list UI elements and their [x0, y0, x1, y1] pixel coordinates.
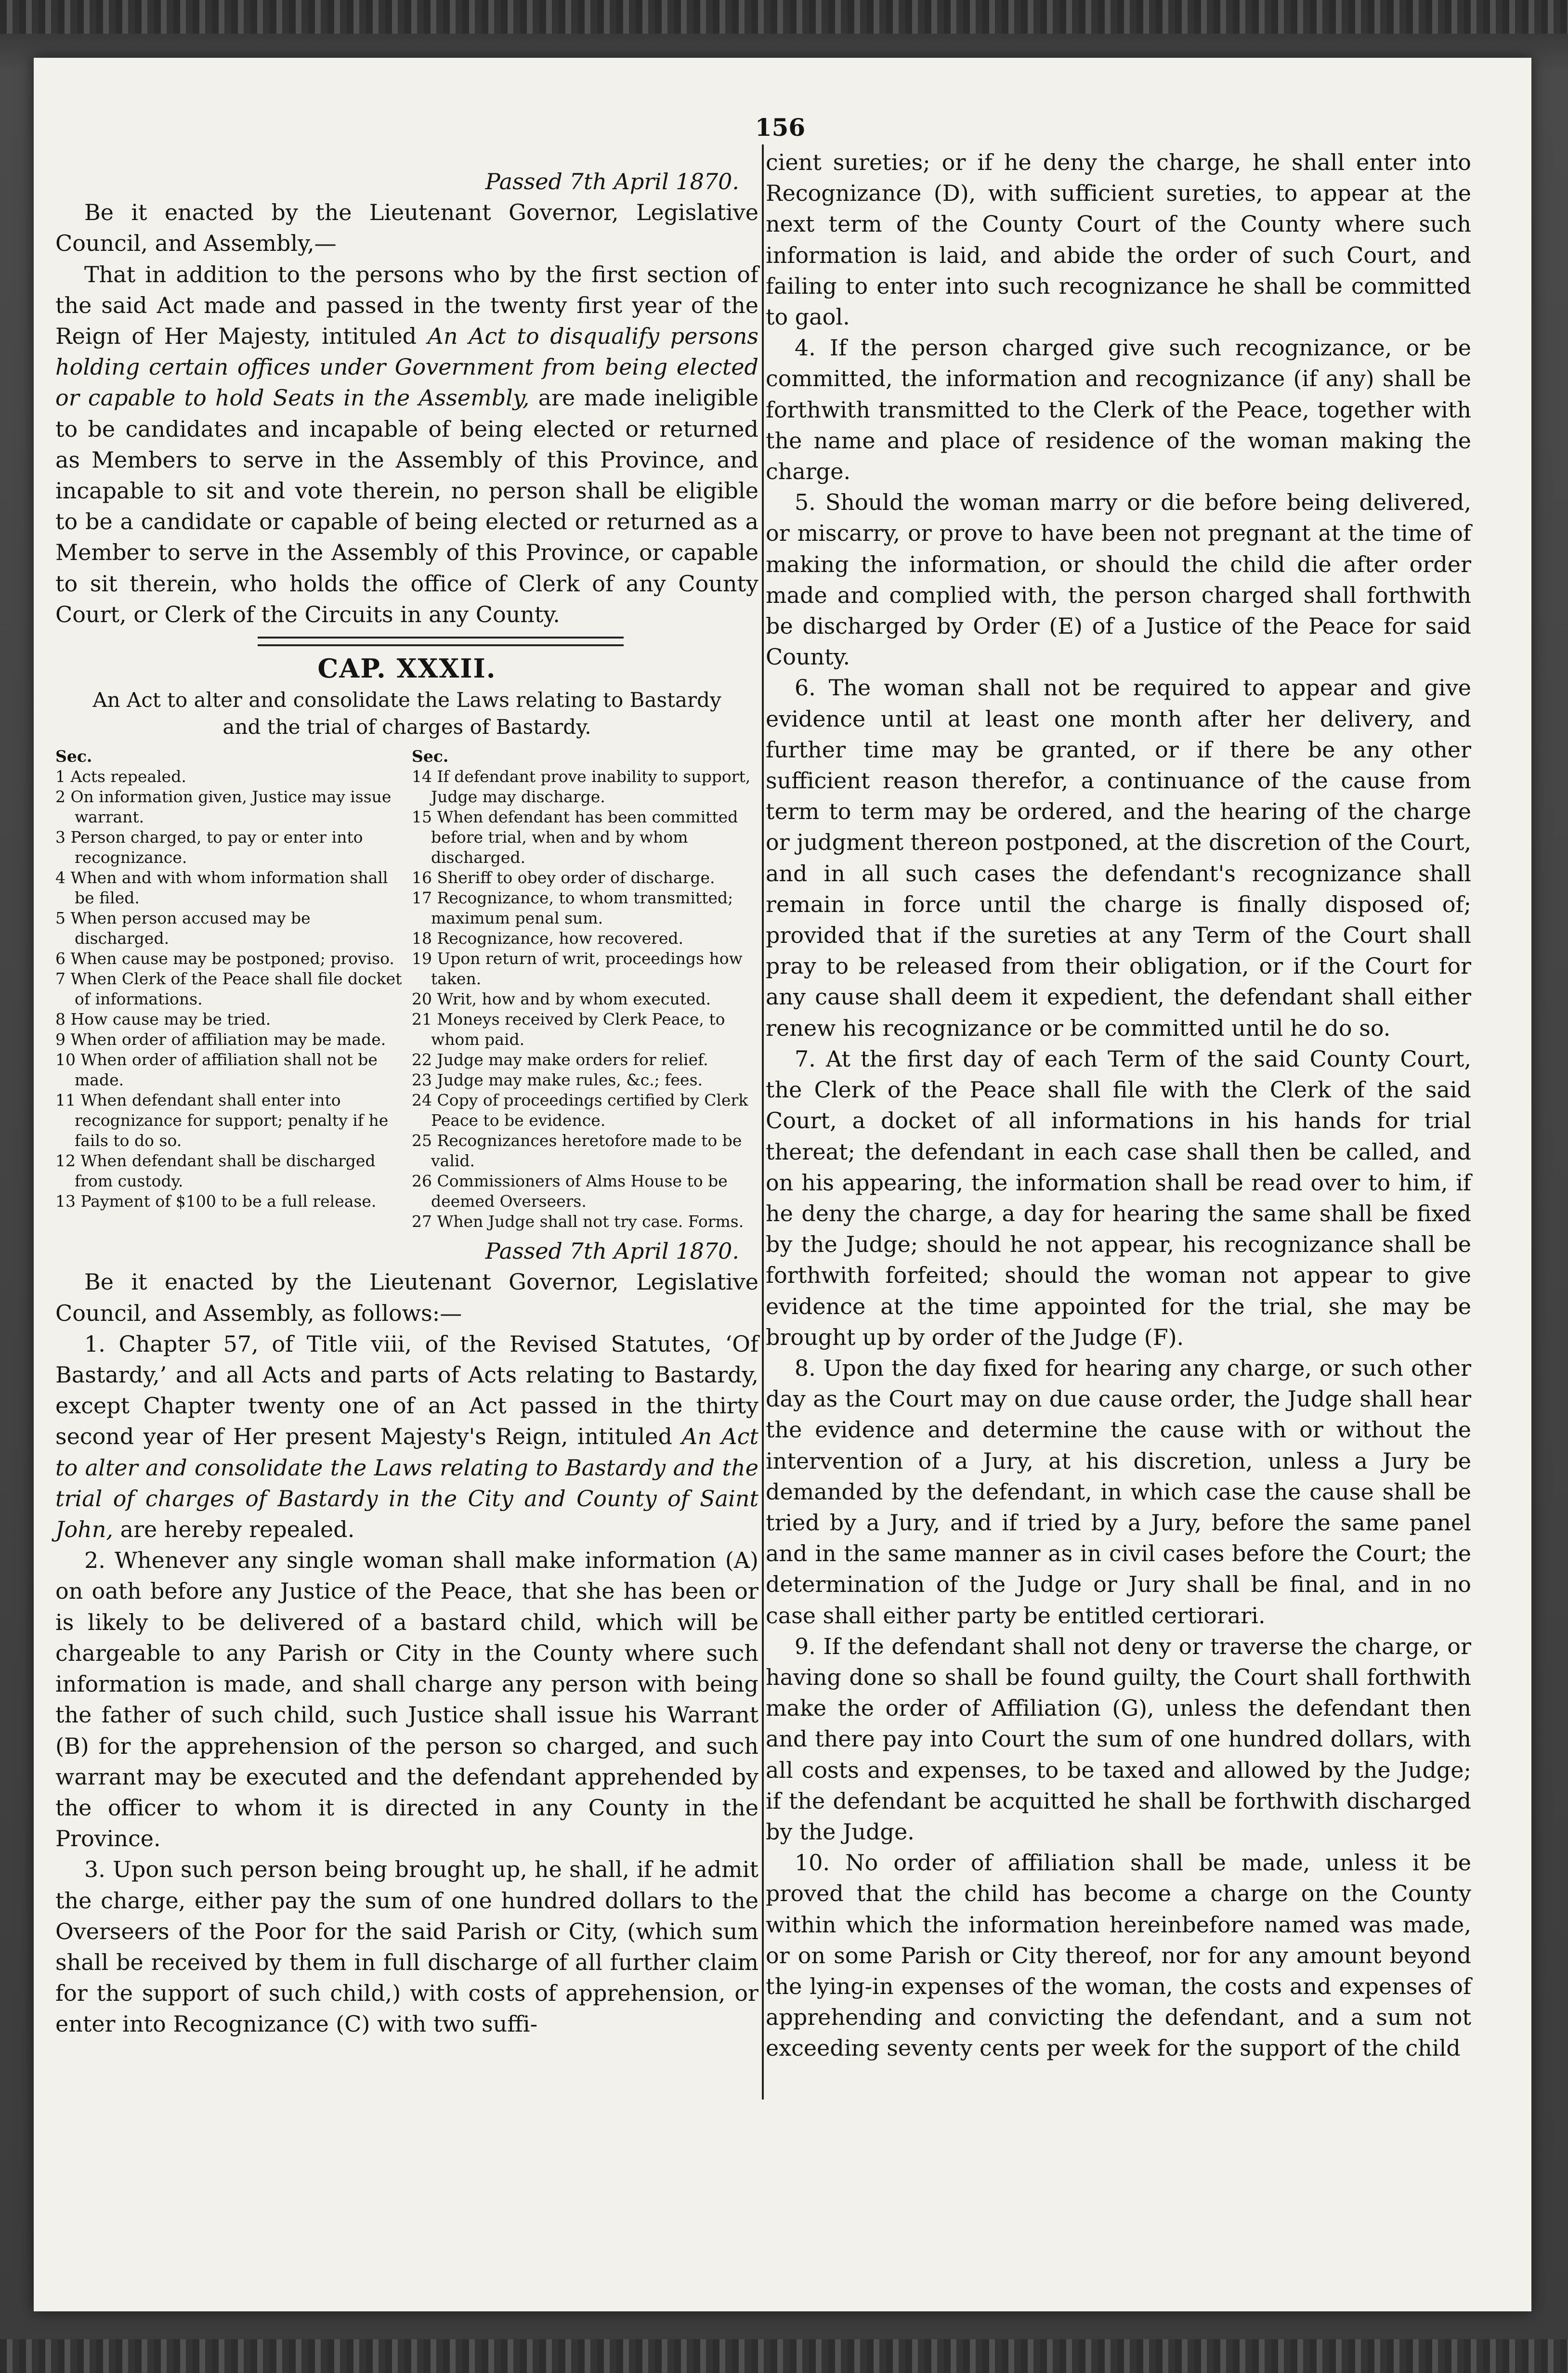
section-index-item: 18 Recognizance, how recovered.: [412, 929, 684, 948]
right-column: [766, 147, 1471, 2064]
scan-edge-top: [0, 0, 1568, 34]
section-10: 10. No order of affiliation shall be made, unless it be proved that the child has become a charge on the County within which the information hereinbefore named was made, or on some Parish or City thereof, nor for any amount beyond the lying-in expenses of the woman, the costs and expenses of apprehending and convicting the defendant, and a sum not exceeding seventy cents per week for the support of the child: [766, 1850, 1471, 2061]
section-index-item: 16 Sheriff to obey order of discharge.: [412, 868, 715, 887]
section-index-item: 27 When Judge shall not try case. Forms.: [412, 1212, 744, 1231]
section-9: 9. If the defendant shall not deny or traverse the charge, or having done so shall be found guilty, the Court shall forthwith make the order of Affiliation (G), unless the defendant then and there pay into Court the sum of one hundred dollars, with all costs and expenses, to be taxed and allowed by the Judge; if the defendant be acquitted he shall be forthwith discharged by the Judge.: [766, 1633, 1471, 1845]
section-index-item: 14 If defendant prove inability to support, Judge may discharge.: [412, 767, 751, 807]
section-3: 3. Upon such person being brought up, he shall, if he admit the charge, either pay the sum of one hundred dollars to the Overseers of the Poor for the said Parish or City, (which sum shall be received by them in full discharge of all further claim for the support of such child,) with costs of apprehension, or enter into Recognizance (C) with two suffi-: [55, 1856, 758, 2037]
section-index-item: 25 Recognizances heretofore made to be valid.: [412, 1131, 742, 1171]
scan-edge-bottom: [0, 2339, 1568, 2373]
section-index-item: 22 Judge may make orders for relief.: [412, 1050, 708, 1069]
section-index-item: 11 When defendant shall enter into recognizance for support; penalty if he fails to do so.: [55, 1091, 389, 1150]
section-index-item: 17 Recognizance, to whom transmitted; maximum penal sum.: [412, 888, 733, 928]
chapter-subtitle: An Act to alter and consolidate the Laws relating to Bastardy and the trial of charges of Bastardy.: [92, 688, 721, 739]
section-index-col-left: [55, 746, 402, 1232]
column-divider: [762, 144, 764, 2099]
section-index-item: 12 When defendant shall be discharged from custody.: [55, 1151, 376, 1191]
section-index-item: 7 When Clerk of the Peace shall file docket of informations.: [55, 969, 402, 1009]
section-index-item: 5 When person accused may be discharged.: [55, 909, 311, 948]
section-index-item: 3 Person charged, to pay or enter into recognizance.: [55, 828, 363, 867]
section-index-heading: Sec.: [55, 747, 92, 766]
section-index-item: 23 Judge may make rules, &c.; fees.: [412, 1070, 703, 1090]
section-index-item: 9 When order of affiliation may be made.: [55, 1030, 386, 1049]
section-index-item: 13 Payment of $100 to be a full release.: [55, 1192, 377, 1211]
section-2: 2. Whenever any single woman shall make information (A) on oath before any Justice of the Peace, that she has been or is likely to be delivered of a bastard child, which will be chargeable to any Parish or City in the County where such information is made, and shall charge any person with being the father of such child, such Justice shall issue his Warrant (B) for the apprehension of the person so charged, and such warrant may be executed and the defendant apprehended by the officer to whom it is directed in any County in the Province.: [55, 1547, 758, 1852]
chapter-title: CAP. XXXII.: [317, 653, 497, 684]
section-index-item: 19 Upon return of writ, proceedings how taken.: [412, 949, 743, 989]
section-5: 5. Should the woman marry or die before being delivered, or miscarry, or prove to have been not pregnant at the time of making the information, or should the child die after order made and complied with, the person charged shall forthwith be discharged by Order (E) of a Justice of the Peace for said County.: [766, 489, 1471, 670]
section-index-item: 15 When defendant has been committed before trial, when and by whom discharged.: [412, 808, 738, 867]
section-index-item: 20 Writ, how and by whom executed.: [412, 990, 711, 1009]
section-index-heading: Sec.: [412, 747, 449, 766]
passed-date: Passed 7th April 1870.: [485, 169, 739, 195]
enacting-clause: Be it enacted by the Lieutenant Governor, Legislative Council, and Assembly, as follows:—: [55, 1269, 758, 1326]
left-column: [55, 166, 758, 2040]
section-index-item: 4 When and with whom information shall be filed.: [55, 868, 388, 908]
section-index-item: 1 Acts repealed.: [55, 767, 186, 786]
section-1: 1. Chapter 57, of Title viii, of the Revised Statutes, ‘Of Bastardy,’ and all Acts and parts of Acts relating to Bastardy, except Chapter twenty one of an Act passed in the thirty second year of Her present Majesty's Reign, intituled An Act to alter and consolidate the Laws relating to Bastardy and the trial of charges of Bastardy in the City and County of Saint John, are hereby repealed.: [55, 1330, 758, 1543]
section-index-item: 21 Moneys received by Clerk Peace, to whom paid.: [412, 1010, 725, 1049]
section-6: 6. The woman shall not be required to appear and give evidence until at least one month after her delivery, and further time may be granted, or if there be any other sufficient reason therefor, a continuance of the cause from term to term may be ordered, and the hearing of the charge or judgment thereon postponed, at the discretion of the Court, and in all such cases the defendant's recognizance shall remain in force until the charge is finally disposed of; provided that if the sureties at any Term of the Court shall pray to be released from their obligation, or if the Court for any cause shall deem it expedient, the defendant shall either renew his recognizance or be committed until he do so.: [766, 675, 1471, 1041]
section-3-continued: cient sureties; or if he deny the charge, he shall enter into Recognizance (D), with sufficient sureties, to appear at the next term of the County Court of the County where such information is laid, and abide the order of such Court, and failing to enter into such recognizance he shall be committed to gaol.: [766, 149, 1471, 330]
page-number: 156: [755, 113, 806, 142]
section-index-item: 26 Commissioners of Alms House to be deemed Overseers.: [412, 1172, 728, 1211]
section-4: 4. If the person charged give such recognizance, or be committed, the information and recognizance (if any) shall be forthwith transmitted to the Clerk of the Peace, together with the name and place of residence of the woman making the charge.: [766, 335, 1471, 485]
passed-date: Passed 7th April 1870.: [485, 1238, 739, 1265]
section-divider: [258, 637, 624, 646]
enacting-clause: Be it enacted by the Lieutenant Governor, Legislative Council, and Assembly,—: [55, 199, 758, 257]
section-index-item: 24 Copy of proceedings certified by Clerk Peace to be evidence.: [412, 1091, 748, 1130]
section-index-item: 10 When order of affiliation shall not be made.: [55, 1050, 378, 1090]
section-index: [55, 746, 758, 1232]
section-8: 8. Upon the day fixed for hearing any charge, or such other day as the Court may on due cause order, the Judge shall hear the evidence and determine the cause with or without the intervention of a Jury, at his discretion, unless a Jury be demanded by the defendant, in which case the cause shall be tried by a Jury, and if tried by a Jury, before the same panel and in the same manner as in civil cases before the Court; the determination of the Judge or Jury shall be final, and in no case shall either party be entitled certiorari.: [766, 1355, 1471, 1629]
section-index-item: 6 When cause may be postponed; proviso.: [55, 949, 394, 968]
act-title: An Act to alter and consolidate the Laws relating to Bastardy and the trial of charges of Bastardy in the City and County of Saint John,: [55, 1423, 758, 1543]
section-index-col-right: [412, 746, 758, 1232]
section-index-item: 8 How cause may be tried.: [55, 1010, 271, 1029]
act-title: An Act to disqualify persons holding certain offices under Government from being elected or capable to hold Seats in the Assembly,: [55, 323, 758, 411]
section-index-item: 2 On information given, Justice may issue warrant.: [55, 787, 392, 827]
section-7: 7. At the first day of each Term of the said County Court, the Clerk of the Peace shall file with the Clerk of the said Court, a docket of all informations in his hands for trial thereat; the defendant in each case shall then be called, and on his appearing, the information shall be read over to him, if he deny the charge, a day for hearing the same shall be fixed by the Judge; should he not appear, his recognizance shall be forthwith forfeited; should the woman not appear to give evidence at the time appointed for the trial, she may be brought up by order of the Judge (F).: [766, 1045, 1471, 1350]
paragraph: That in addition to the persons who by the first section of the said Act made and passed in the twenty first year of the Reign of Her Majesty, intituled An Act to disqualify persons holding certain offices under Government from being elected or capable to hold Seats in the Assembly, are made ineligible to be candidates and incapable of being elected or returned as Members to serve in the Assembly of this Province, and incapable to sit and vote therein, no person shall be eligible to be a candidate or capable of being elected or returned as a Member to serve in the Assembly of this Province, or capable to sit therein, who holds the office of Clerk of any County Court, or Clerk of the Circuits in any County.: [55, 261, 758, 627]
